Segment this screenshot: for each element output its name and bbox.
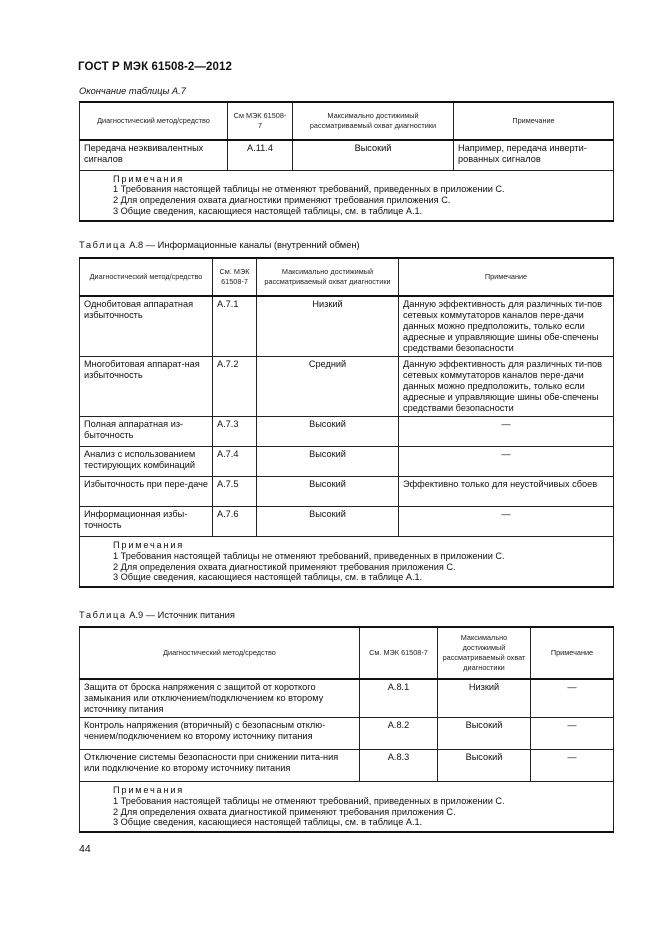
- cell-coverage: Высокий: [257, 417, 399, 447]
- notes-row: [80, 782, 614, 833]
- col-header-note: Примечание: [399, 258, 614, 296]
- table-row: [80, 140, 614, 170]
- note-item: 2 Для определения охвата диагностикой применяют требования приложения С.: [113, 806, 456, 817]
- note-item: 1 Требования настоящей таблицы не отменяют требований, приведенных в приложении С.: [113, 550, 505, 561]
- col-header-coverage: Максимально достижимый рассматриваемый охват диагностики: [293, 102, 454, 140]
- cell-note: Например, передача инверти-рованных сигналов: [454, 140, 614, 170]
- col-header-method: Диагностический метод/средство: [80, 627, 360, 679]
- table-a7: [79, 101, 614, 222]
- cell-ref: А.7.2: [213, 357, 257, 417]
- cell-ref: А.8.1: [360, 679, 438, 718]
- cell-note: —: [399, 507, 614, 537]
- cell-method: Избыточность при пере-даче: [80, 477, 213, 507]
- cell-ref: А.7.1: [213, 296, 257, 357]
- note-item: 1 Требования настоящей таблицы не отменяют требований, приведенных в приложении С.: [113, 184, 505, 195]
- cell-ref: А.11.4: [228, 140, 293, 170]
- col-header-note: Примечание: [454, 102, 614, 140]
- cell-note: Эффективно только для неустойчивых сбоев: [399, 477, 614, 507]
- table-row: [80, 679, 614, 718]
- table-row: [80, 417, 614, 447]
- cell-note: —: [531, 679, 614, 718]
- note-item: 2 Для определения охвата диагностики применяют требования приложения С.: [113, 195, 451, 206]
- cell-coverage: Высокий: [257, 477, 399, 507]
- cell-coverage: Высокий: [257, 447, 399, 477]
- note-item: 1 Требования настоящей таблицы не отменяют требований, приведенных в приложении С.: [113, 795, 505, 806]
- cell-coverage: Высокий: [438, 750, 531, 782]
- note-item: 3 Общие сведения, касающиеся настоящей таблицы, см. в таблице А.1.: [113, 205, 423, 216]
- cell-method: Однобитовая аппаратная избыточность: [80, 296, 213, 357]
- col-header-ref: См МЭК 61508-7: [228, 102, 293, 140]
- cell-note: —: [399, 447, 614, 477]
- page-number: 44: [79, 843, 91, 855]
- table-row: [80, 507, 614, 537]
- document-header: ГОСТ Р МЭК 61508-2—2012: [78, 61, 232, 73]
- cell-ref: А.7.4: [213, 447, 257, 477]
- cell-coverage: Низкий: [438, 679, 531, 718]
- cell-coverage: Высокий: [257, 507, 399, 537]
- col-header-method: Диагностический метод/средство: [80, 102, 228, 140]
- cell-ref: А.7.5: [213, 477, 257, 507]
- table-row: [80, 750, 614, 782]
- table-row: [80, 718, 614, 750]
- cell-method: Полная аппаратная из-быточность: [80, 417, 213, 447]
- cell-note: —: [399, 417, 614, 447]
- cell-ref: А.7.3: [213, 417, 257, 447]
- notes-title: Примечания: [113, 785, 185, 795]
- cell-method: Передача неэквивалентных сигналов: [80, 140, 228, 170]
- notes-title: Примечания: [113, 540, 185, 550]
- caption-label: Таблица: [79, 240, 127, 250]
- table-a7-caption: Окончание таблицы А.7: [79, 86, 186, 96]
- cell-note: Данную эффективность для различных ти-пов сетевых коммутаторов каналов пере-дачи данных можно предположить, только если адресные и управляющие шины обе-спечены средствами безопасности: [399, 357, 614, 417]
- cell-method: Защита от броска напряжения с защитой от короткого замыкания или отключением/подключением ко второму источнику питания: [80, 679, 360, 718]
- table-a9: [79, 626, 614, 833]
- table-notes: [80, 782, 614, 833]
- cell-note: Данную эффективность для различных ти-пов сетевых коммутаторов каналов пере-дачи данных можно предположить, только если адресные и управляющие шины обе-спечены средствами безопасности: [399, 296, 614, 357]
- col-header-note: Примечание: [531, 627, 614, 679]
- note-item: 3 Общие сведения, касающиеся настоящей таблицы, см. в таблице А.1.: [113, 817, 423, 828]
- cell-method: Отключение системы безопасности при снижении пита-ния или подключение ко второму источнику питания: [80, 750, 360, 782]
- table-row: [80, 477, 614, 507]
- cell-ref: А.8.3: [360, 750, 438, 782]
- table-a8-caption: [79, 240, 360, 250]
- cell-ref: А.7.6: [213, 507, 257, 537]
- table-row: [80, 357, 614, 417]
- note-item: 3 Общие сведения, касающиеся настоящей таблицы, см. в таблице А.1.: [113, 572, 423, 583]
- notes-row: [80, 170, 614, 221]
- cell-coverage: Высокий: [438, 718, 531, 750]
- table-notes: [80, 537, 614, 588]
- caption-text: А.8 — Информационные каналы (внутренний обмен): [129, 240, 360, 250]
- table-row: [80, 447, 614, 477]
- cell-method: Анализ с использованием тестирующих комбинаций: [80, 447, 213, 477]
- cell-coverage: Высокий: [293, 140, 454, 170]
- col-header-ref: См. МЭК 61508-7: [213, 258, 257, 296]
- caption-text: А.9 — Источник питания: [129, 610, 235, 620]
- cell-note: —: [531, 718, 614, 750]
- col-header-method: Диагностический метод/средство: [80, 258, 213, 296]
- col-header-coverage: Максимально достижимый рассматриваемый охват диагностики: [257, 258, 399, 296]
- note-item: 2 Для определения охвата диагностикой применяют требования приложения С.: [113, 561, 456, 572]
- cell-coverage: Средний: [257, 357, 399, 417]
- cell-ref: А.8.2: [360, 718, 438, 750]
- table-a8: [79, 257, 614, 588]
- cell-method: Контроль напряжения (вторичный) с безопасным отклю-чением/подключением ко второму источнику питания: [80, 718, 360, 750]
- table-row: [80, 296, 614, 357]
- table-a9-caption: [79, 610, 235, 620]
- col-header-coverage: Максимально достижимый рассматриваемый охват диагностики: [438, 627, 531, 679]
- notes-row: [80, 537, 614, 588]
- cell-method: Многобитовая аппарат-ная избыточность: [80, 357, 213, 417]
- caption-label: Таблица: [79, 610, 127, 620]
- col-header-ref: См. МЭК 61508-7: [360, 627, 438, 679]
- cell-note: —: [531, 750, 614, 782]
- table-notes: [80, 170, 614, 221]
- cell-method: Информационная избы-точность: [80, 507, 213, 537]
- cell-coverage: Низкий: [257, 296, 399, 357]
- notes-title: Примечания: [113, 173, 185, 184]
